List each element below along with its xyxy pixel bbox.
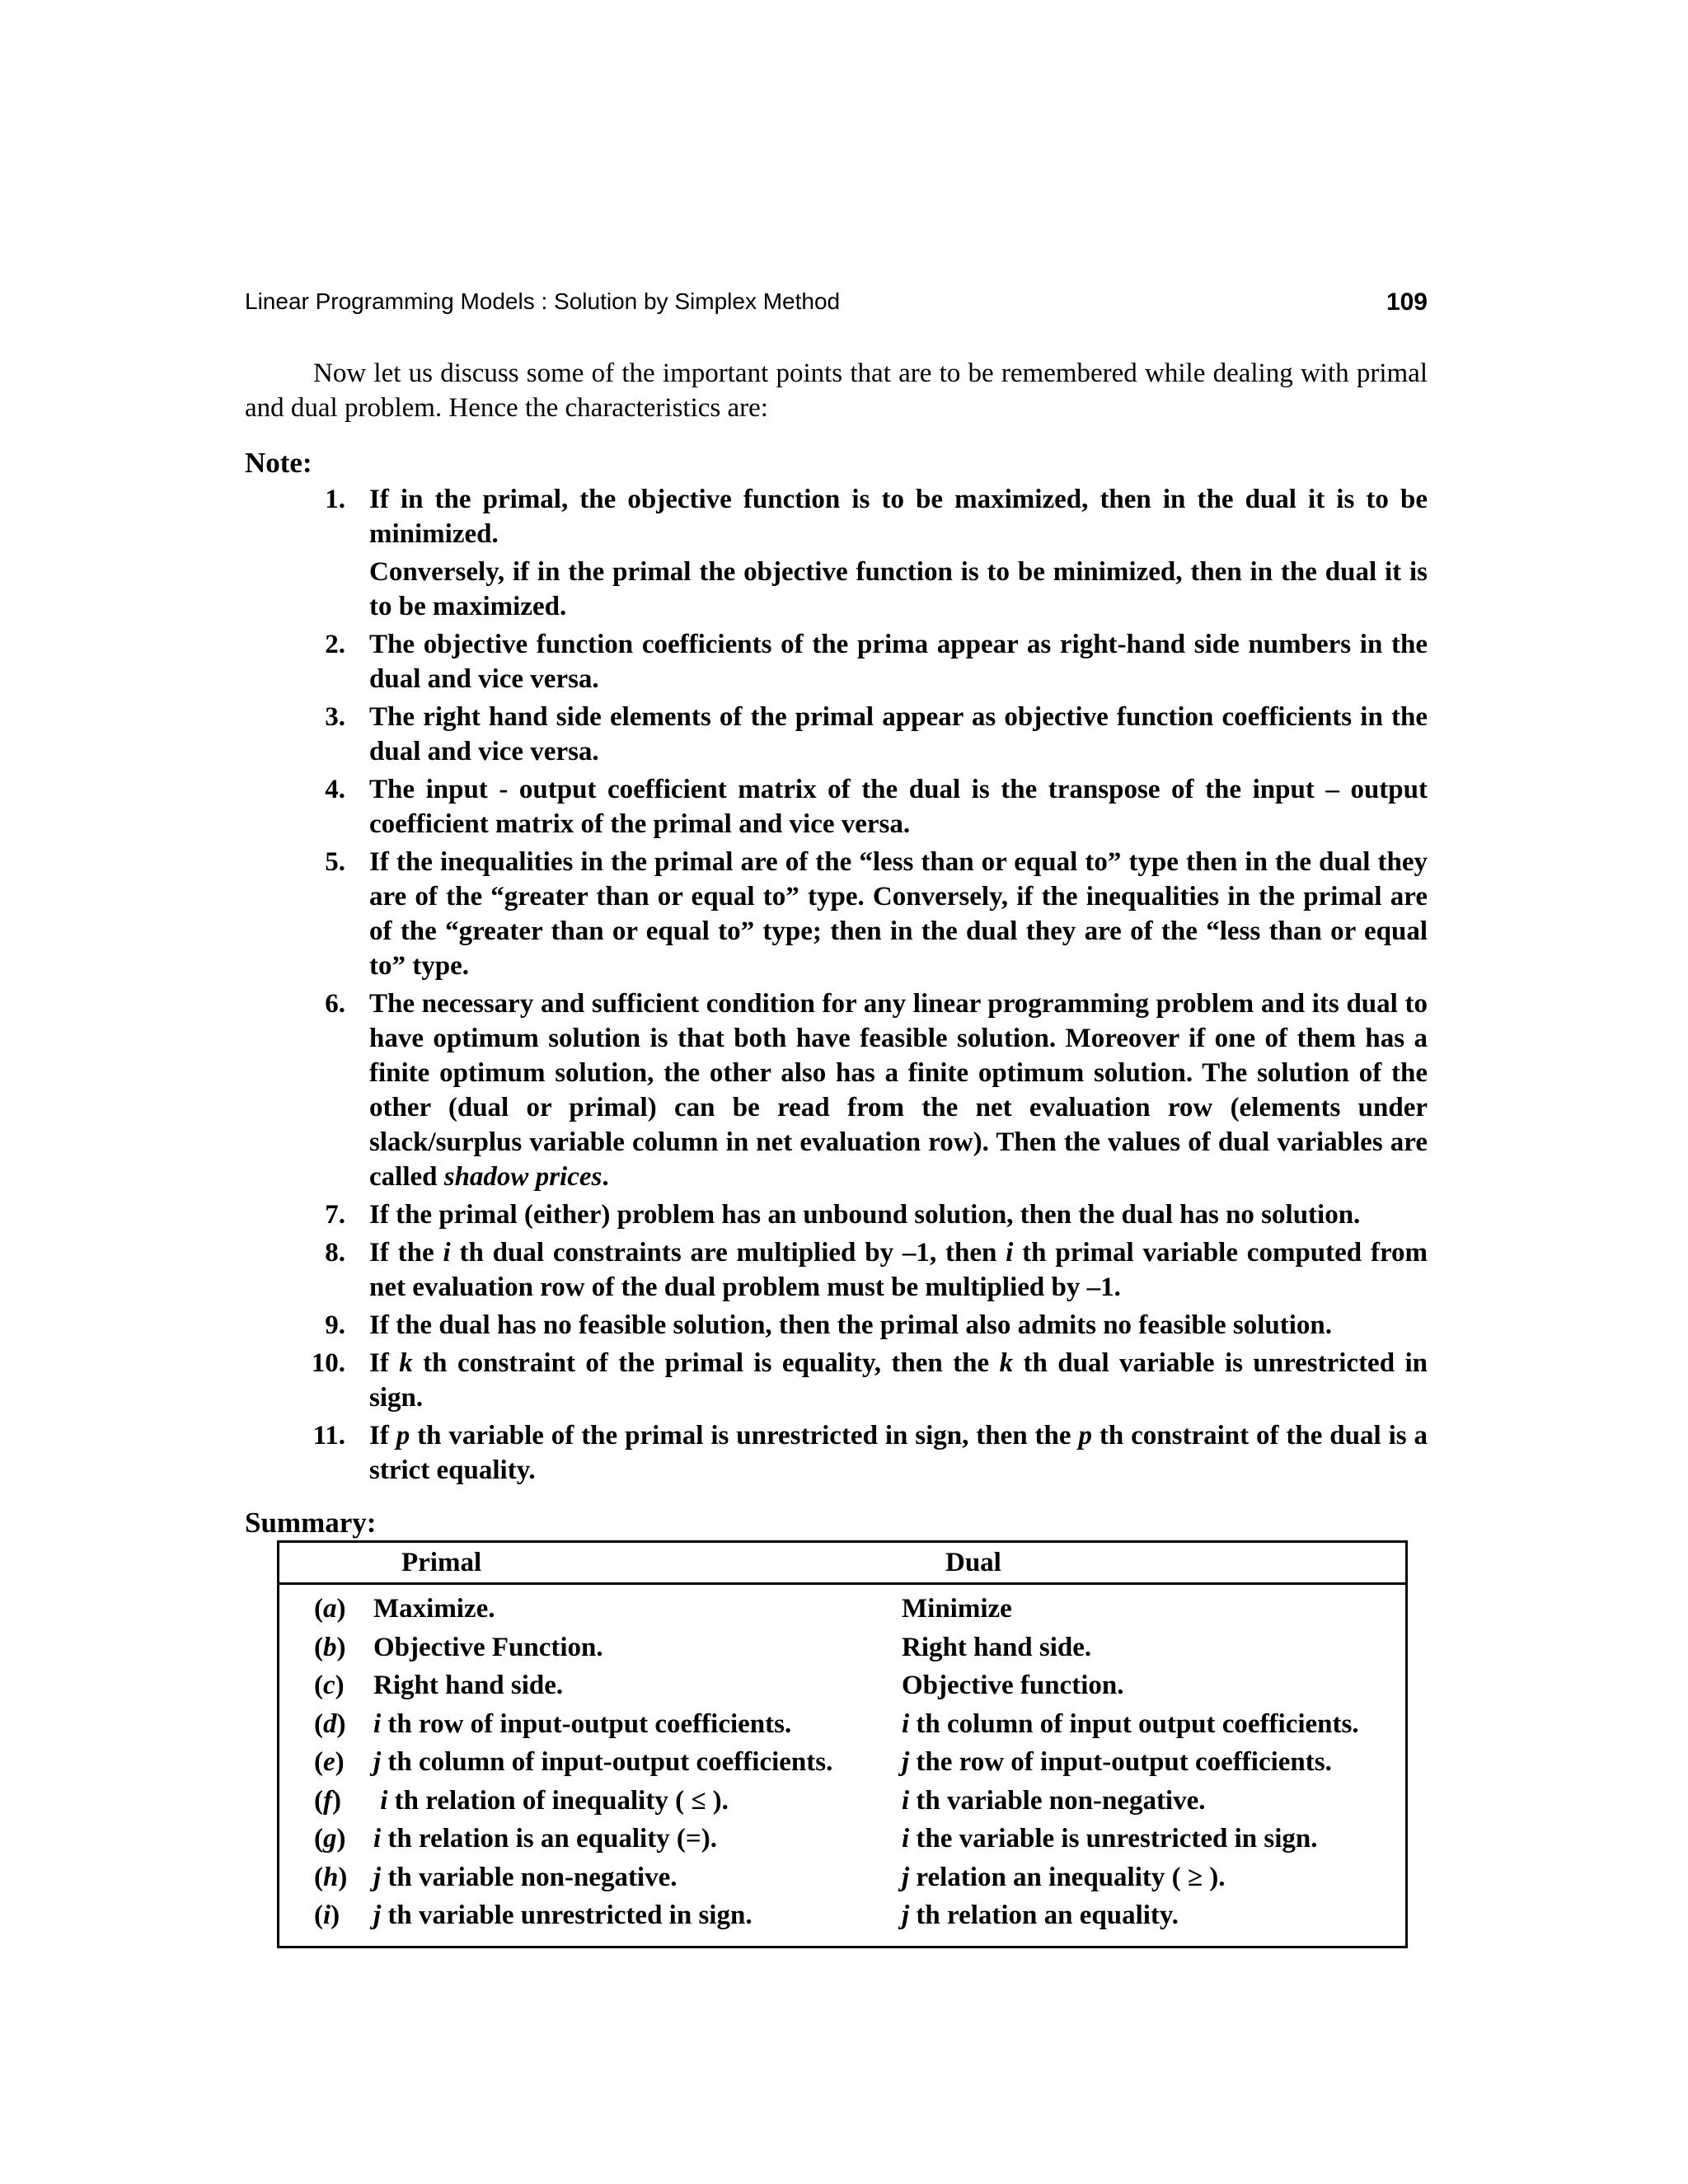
dual-text: the row of input-output coefficients. <box>909 1747 1332 1777</box>
primal-text: th row of input-output coefficients. <box>381 1708 792 1739</box>
table-row <box>279 1900 1405 1939</box>
running-title: Linear Programming Models : Solution by Simplex Method <box>245 288 841 314</box>
note-text-pre: If <box>369 1421 396 1451</box>
row-letter: e <box>323 1747 335 1777</box>
dual-variable: i <box>902 1708 910 1739</box>
primal-text: th relation is an equality (=). <box>381 1824 717 1854</box>
dual-cell <box>902 1594 1012 1624</box>
table-row <box>279 1824 1405 1863</box>
note-variable: i <box>443 1238 451 1268</box>
dual-text: Minimize <box>902 1594 1012 1624</box>
dual-cell <box>902 1747 1332 1778</box>
note-number: 3. <box>325 702 345 732</box>
primal-variable: i <box>373 1785 388 1816</box>
primal-cell <box>373 1863 678 1893</box>
note-text: th dual variable is unrestricted in sign. <box>369 1348 1428 1413</box>
note-list <box>245 482 1428 1491</box>
note-item <box>245 1197 1428 1232</box>
note-text-mid: th dual constraints are multiplied by –1, then <box>450 1238 1006 1268</box>
note-text-pre: If the <box>369 1238 443 1268</box>
note-text: The objective function coefficients of the prima appear as right-hand side numbers in the dual and vice versa. <box>369 630 1428 694</box>
dual-text: relation an inequality ( ≥ ). <box>909 1862 1226 1892</box>
primal-cell <box>373 1747 832 1778</box>
note-number: 2. <box>325 630 345 659</box>
primal-cell <box>373 1900 753 1931</box>
row-label: (a) <box>314 1594 346 1624</box>
primal-text: th variable non-negative. <box>381 1862 678 1892</box>
page-number: 109 <box>1386 288 1428 316</box>
row-label: (i) <box>314 1900 340 1930</box>
primal-cell <box>373 1594 495 1624</box>
note-variable: i <box>1006 1238 1014 1268</box>
primal-cell <box>373 1786 729 1816</box>
dual-variable: j <box>902 1747 910 1777</box>
note-number: 11. <box>312 1421 345 1451</box>
row-label: (g) <box>314 1824 346 1854</box>
column-header-primal: Primal <box>401 1548 482 1577</box>
summary-table-body <box>279 1594 1405 1939</box>
table-row <box>279 1633 1405 1671</box>
column-header-dual: Dual <box>945 1548 1001 1577</box>
table-row <box>279 1709 1405 1748</box>
dual-cell <box>902 1709 1359 1740</box>
dual-cell <box>902 1900 1179 1931</box>
note-variable: p <box>396 1421 410 1451</box>
row-letter: i <box>323 1900 331 1930</box>
primal-cell <box>373 1709 791 1740</box>
row-label: (f) <box>314 1785 341 1816</box>
note-text-continued: Conversely, if in the primal the objective function is to be minimized, then in the dual it is to be maximized. <box>369 557 1428 621</box>
note-text-pre: If <box>369 1348 400 1378</box>
note-item <box>245 987 1428 1194</box>
dual-text: th variable non-negative. <box>909 1785 1206 1816</box>
note-text: th primal variable computed from net evaluation row of the dual problem must be multiplied by –1. <box>369 1238 1428 1302</box>
row-label: (c) <box>314 1671 345 1700</box>
dual-variable: i <box>902 1785 910 1816</box>
summary-heading: Summary: <box>245 1507 377 1539</box>
primal-variable: i <box>373 1824 382 1854</box>
dual-text: th relation an equality. <box>909 1900 1179 1930</box>
primal-text: th column of input-output coefficients. <box>381 1747 833 1777</box>
primal-text: Objective Function. <box>373 1632 603 1662</box>
note-item <box>245 1308 1428 1343</box>
row-label: (h) <box>314 1862 348 1892</box>
primal-variable: i <box>373 1708 382 1739</box>
note-number: 8. <box>325 1238 345 1268</box>
dual-cell <box>902 1633 1091 1663</box>
note-item <box>245 1346 1428 1415</box>
primal-variable: j <box>373 1747 382 1777</box>
row-letter: a <box>323 1594 337 1624</box>
primal-variable: j <box>373 1900 382 1930</box>
note-heading: Note: <box>245 447 312 479</box>
note-item <box>245 482 1428 624</box>
note-number: 9. <box>325 1310 345 1340</box>
note-text: If the inequalities in the primal are of the “less than or equal to” type then in the dual they are of the “greater than or equal to” type. Conversely, if the inequalities in the primal are of the “greater than or equal to” type; then in the dual they are of the “less than or equal to” type. <box>369 847 1428 981</box>
dual-variable: i <box>902 1824 910 1854</box>
table-row <box>279 1671 1405 1709</box>
note-variable: p <box>1078 1421 1092 1451</box>
primal-cell <box>373 1671 563 1701</box>
note-item <box>245 772 1428 841</box>
dual-text: Right hand side. <box>902 1632 1092 1662</box>
running-header <box>245 288 1428 315</box>
note-italic-term: shadow prices <box>443 1162 603 1192</box>
note-item <box>245 627 1428 696</box>
note-number: 7. <box>325 1200 345 1230</box>
table-row <box>279 1863 1405 1901</box>
row-letter: b <box>323 1632 337 1662</box>
note-item <box>245 1418 1428 1488</box>
row-letter: h <box>323 1862 339 1892</box>
primal-cell <box>373 1633 603 1663</box>
note-number: 4. <box>325 775 345 804</box>
note-text-mid: th variable of the primal is unrestricted in sign, then the <box>410 1421 1079 1451</box>
row-label: (d) <box>314 1708 346 1739</box>
dual-cell <box>902 1863 1225 1893</box>
note-item <box>245 700 1428 769</box>
note-number: 1. <box>325 485 345 514</box>
table-row <box>279 1786 1405 1825</box>
primal-text: th relation of inequality ( ≤ ). <box>387 1785 729 1816</box>
summary-table-header <box>279 1543 1405 1585</box>
note-text: th constraint of the dual is a strict equality. <box>369 1421 1428 1485</box>
dual-cell <box>902 1786 1206 1816</box>
intro-paragraph: Now let us discuss some of the important points that are to be remembered while dealing with primal and dual problem. Hence the characteristics are: <box>245 359 1428 423</box>
row-label: (e) <box>314 1747 345 1777</box>
row-letter: g <box>323 1824 337 1854</box>
table-row <box>279 1594 1405 1633</box>
note-variable: k <box>999 1348 1014 1378</box>
note-text: The right hand side elements of the primal appear as objective function coefficients in the dual and vice versa. <box>369 702 1428 766</box>
row-letter: c <box>323 1671 335 1700</box>
primal-text: th variable unrestricted in sign. <box>381 1900 753 1930</box>
dual-cell <box>902 1824 1317 1854</box>
primal-text: Right hand side. <box>373 1671 564 1700</box>
note-item <box>245 1235 1428 1305</box>
note-text-mid: th constraint of the primal is equality, then the <box>412 1348 1000 1378</box>
note-text: The necessary and sufficient condition for any linear programming problem and its dual to have optimum solution is that both have feasible solution. Moreover if one of them has a finite optimum solution, the other also has a finite optimum solution. The solution of the other (dual or primal) can be read from the net evaluation row (elements under slack/surplus variable column in net evaluation row). Then the values of dual variables are called <box>369 989 1428 1192</box>
primal-cell <box>373 1824 717 1854</box>
row-letter: f <box>323 1785 332 1816</box>
note-text: The input - output coefficient matrix of the dual is the transpose of the input – output coefficient matrix of the primal and vice versa. <box>369 775 1428 839</box>
row-label: (b) <box>314 1632 346 1662</box>
primal-text: Maximize. <box>373 1594 495 1624</box>
dual-variable: j <box>902 1900 910 1930</box>
table-row <box>279 1747 1405 1786</box>
note-number: 6. <box>325 989 345 1019</box>
note-item <box>245 845 1428 983</box>
note-text: If in the primal, the objective function is to be maximized, then in the dual it is to be minimized. <box>369 485 1428 549</box>
note-text-tail: . <box>602 1162 609 1192</box>
note-number: 10. <box>311 1348 345 1378</box>
note-text: If the primal (either) problem has an unbound solution, then the dual has no solution. <box>369 1200 1361 1230</box>
summary-table <box>277 1540 1408 1948</box>
dual-cell <box>902 1671 1123 1701</box>
note-variable: k <box>399 1348 413 1378</box>
row-letter: d <box>323 1708 337 1739</box>
primal-variable: j <box>373 1862 382 1892</box>
note-number: 5. <box>325 847 345 877</box>
dual-variable: j <box>902 1862 910 1892</box>
dual-text: Objective function. <box>902 1671 1124 1700</box>
dual-text: th column of input output coefficients. <box>909 1708 1359 1739</box>
note-text: If the dual has no feasible solution, then the primal also admits no feasible solution. <box>369 1310 1332 1340</box>
dual-text: the variable is unrestricted in sign. <box>909 1824 1318 1854</box>
